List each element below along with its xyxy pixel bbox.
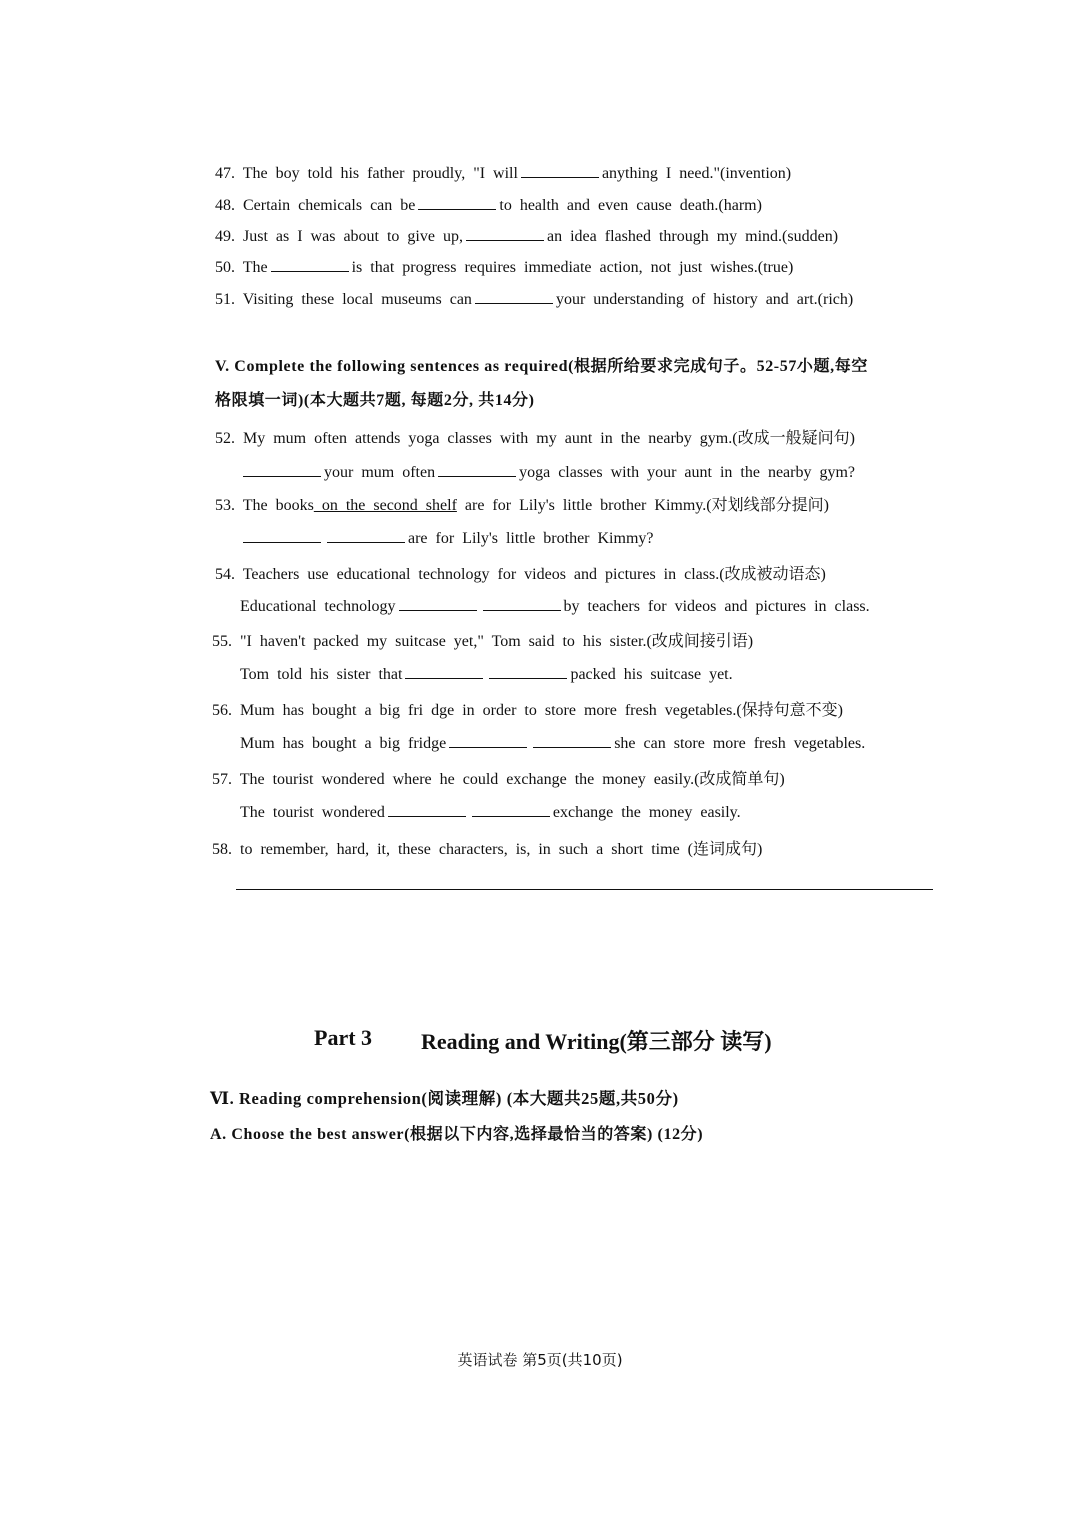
question-52: 52. My mum often attends yoga classes with my aunt in the nearby gym.(改成一般疑问句)	[215, 430, 855, 447]
question-55: 55. "I haven't packed my suitcase yet," Tom said to his sister.(改成间接引语)	[212, 633, 754, 650]
answer-blank[interactable]	[489, 664, 567, 679]
answer-53: are for Lily's little brother Kimmy?	[240, 528, 653, 548]
answer-blank[interactable]	[438, 462, 516, 477]
part-3-label: Part 3	[314, 1025, 373, 1050]
answer-blank[interactable]	[483, 596, 561, 611]
section-vi-heading: Ⅵ. Reading comprehension(阅读理解) (本大题共25题,共50分)	[210, 1089, 679, 1108]
question-49: 49. Just as I was about to give up, an idea flashed through my mind.(sudden)	[215, 228, 839, 245]
answer-57: The tourist wondered exchange the money easily.	[240, 804, 741, 821]
answer-blank[interactable]	[418, 195, 496, 210]
section-v-heading-line2: 格限填一词)(本大题共7题, 每题2分, 共14分)	[215, 392, 535, 409]
answer-blank[interactable]	[243, 528, 321, 543]
answer-55: Tom told his sister that packed his suitcase yet.	[240, 666, 733, 683]
section-a-heading: A. Choose the best answer(根据以下内容,选择最恰当的答案) (12分)	[210, 1126, 704, 1143]
answer-blank[interactable]	[472, 802, 550, 817]
question-56: 56. Mum has bought a big fri dge in order to store more fresh vegetables.(保持句意不变)	[212, 702, 843, 719]
answer-blank[interactable]	[243, 462, 321, 477]
answer-54: Educational technology by teachers for videos and pictures in class.	[240, 598, 870, 615]
answer-blank[interactable]	[533, 733, 611, 748]
answer-blank[interactable]	[405, 664, 483, 679]
answer-56: Mum has bought a big fridge she can store more fresh vegetables.	[240, 735, 866, 752]
section-v-heading-line1: V. Complete the following sentences as required(根据所给要求完成句子。52-57小题,每空	[215, 358, 868, 375]
answer-52: your mum often yoga classes with your aunt in the nearby gym?	[240, 462, 855, 482]
answer-blank[interactable]	[466, 226, 544, 241]
question-51: 51. Visiting these local museums can your understanding of history and art.(rich)	[215, 291, 854, 308]
part-3-title: Reading and Writing(第三部分 读写)	[421, 1029, 772, 1054]
answer-blank[interactable]	[475, 289, 553, 304]
answer-blank[interactable]	[388, 802, 466, 817]
answer-blank[interactable]	[399, 596, 477, 611]
answer-blank[interactable]	[449, 733, 527, 748]
page-footer: 英语试卷 第5页(共10页)	[457, 1351, 623, 1369]
answer-blank[interactable]	[271, 257, 349, 272]
question-50: 50. The is that progress requires immediate action, not just wishes.(true)	[215, 259, 794, 276]
question-48: 48. Certain chemicals can be to health and even cause death.(harm)	[215, 197, 762, 214]
question-54: 54. Teachers use educational technology for videos and pictures in class.(改成被动语态)	[215, 566, 826, 583]
answer-blank[interactable]	[521, 163, 599, 178]
question-57: 57. The tourist wondered where he could exchange the money easily.(改成简单句)	[212, 771, 785, 788]
question-53: 53. The books on the second shelf are for Lily's little brother Kimmy.(对划线部分提问)	[215, 497, 829, 514]
underlined-phrase: on the second shelf	[313, 497, 457, 514]
question-58: 58. to remember, hard, it, these characters, is, in such a short time (连词成句)	[212, 841, 763, 858]
question-47: 47. The boy told his father proudly, "I will anything I need."(invention)	[215, 165, 792, 182]
answer-line-58[interactable]	[236, 889, 933, 890]
answer-blank[interactable]	[327, 528, 405, 543]
